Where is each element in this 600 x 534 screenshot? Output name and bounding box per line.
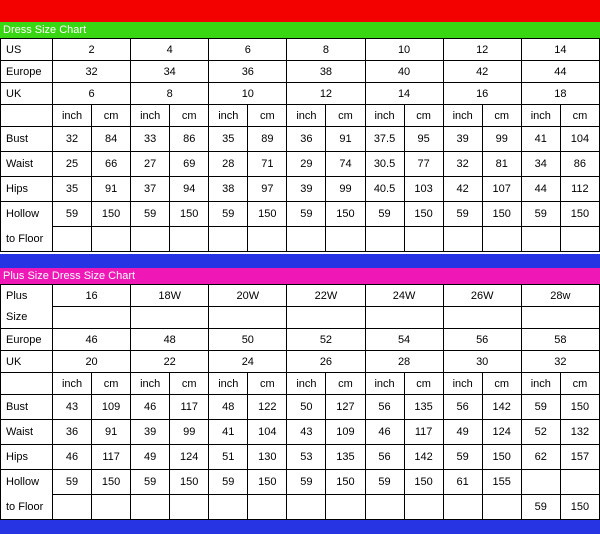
cell-plus-blank2-11 <box>482 495 521 520</box>
row-label-plus-units <box>1 373 53 395</box>
cell-plus-blank-0 <box>53 307 131 329</box>
cell-unit-2: inch <box>131 105 170 127</box>
cell-waist-8: 30.5 <box>365 152 404 177</box>
cell-blank-9 <box>404 227 443 252</box>
cell-waist-4: 28 <box>209 152 248 177</box>
cell-waist-1: 66 <box>92 152 131 177</box>
cell-plus-hips-10: 59 <box>443 445 482 470</box>
cell-plus-blank2-10 <box>443 495 482 520</box>
table-row-plus-uk <box>1 351 600 373</box>
cell-plus-bust-3: 117 <box>170 395 209 420</box>
row-label-size: Size <box>1 307 53 329</box>
cell-unit-8: inch <box>365 105 404 127</box>
cell-plus-waist-11: 124 <box>482 420 521 445</box>
cell-plus-uk-0: 20 <box>53 351 131 373</box>
cell-plus-hips-2: 49 <box>131 445 170 470</box>
cell-bust-0: 32 <box>53 127 92 152</box>
row-label-plus-to-floor: to Floor <box>1 495 53 520</box>
cell-plus-5: 26W <box>443 285 521 307</box>
table-row-plus-size-cont <box>1 307 600 329</box>
cell-plus-bust-11: 142 <box>482 395 521 420</box>
cell-plus-eu-5: 56 <box>443 329 521 351</box>
cell-plus-blank2-1 <box>92 495 131 520</box>
cell-hips-2: 37 <box>131 177 170 202</box>
cell-plus-blank-2 <box>209 307 287 329</box>
cell-hollow-2: 59 <box>131 202 170 227</box>
cell-plus-unit-7: cm <box>326 373 365 395</box>
row-label-to-floor: to Floor <box>1 227 53 252</box>
cell-plus-unit-4: inch <box>209 373 248 395</box>
cell-plus-bust-4: 48 <box>209 395 248 420</box>
table-row-units <box>1 105 600 127</box>
cell-uk-5: 16 <box>443 83 521 105</box>
row-label-hollow: Hollow <box>1 202 53 227</box>
cell-plus-eu-3: 52 <box>287 329 365 351</box>
cell-hips-6: 39 <box>287 177 326 202</box>
cell-unit-12: inch <box>521 105 560 127</box>
cell-plus-blank2-7 <box>326 495 365 520</box>
cell-hips-11: 107 <box>482 177 521 202</box>
cell-waist-7: 74 <box>326 152 365 177</box>
cell-plus-blank-3 <box>287 307 365 329</box>
cell-uk-2: 10 <box>209 83 287 105</box>
cell-blank-8 <box>365 227 404 252</box>
cell-waist-9: 77 <box>404 152 443 177</box>
cell-plus-eu-4: 54 <box>365 329 443 351</box>
cell-hips-3: 94 <box>170 177 209 202</box>
cell-plus-uk-1: 22 <box>131 351 209 373</box>
cell-blank-11 <box>482 227 521 252</box>
cell-bust-10: 39 <box>443 127 482 152</box>
cell-plus-uk-5: 30 <box>443 351 521 373</box>
cell-hollow-9: 150 <box>404 202 443 227</box>
cell-bust-3: 86 <box>170 127 209 152</box>
cell-plus-uk-6: 32 <box>521 351 599 373</box>
cell-plus-waist-5: 104 <box>248 420 287 445</box>
cell-blank-2 <box>131 227 170 252</box>
cell-plus-blank-5 <box>443 307 521 329</box>
cell-bust-2: 33 <box>131 127 170 152</box>
cell-bust-7: 91 <box>326 127 365 152</box>
cell-plus-unit-8: inch <box>365 373 404 395</box>
cell-waist-5: 71 <box>248 152 287 177</box>
cell-plus-blank-6 <box>521 307 599 329</box>
cell-plus-eu-2: 50 <box>209 329 287 351</box>
cell-plus-hollow-7: 150 <box>326 470 365 495</box>
dress-size-chart-table <box>0 38 600 252</box>
cell-plus-waist-7: 109 <box>326 420 365 445</box>
cell-eu-2: 36 <box>209 61 287 83</box>
cell-plus-bust-5: 122 <box>248 395 287 420</box>
cell-hips-13: 112 <box>560 177 599 202</box>
cell-hollow-1: 150 <box>92 202 131 227</box>
cell-plus-unit-11: cm <box>482 373 521 395</box>
row-label-plus-uk: UK <box>1 351 53 373</box>
cell-plus-hollow-6: 59 <box>287 470 326 495</box>
cell-waist-11: 81 <box>482 152 521 177</box>
cell-plus-hollow-10: 61 <box>443 470 482 495</box>
cell-plus-blank-4 <box>365 307 443 329</box>
table-row-plus-bust <box>1 395 600 420</box>
row-label-units <box>1 105 53 127</box>
cell-plus-waist-9: 117 <box>404 420 443 445</box>
cell-plus-hollow-2: 59 <box>131 470 170 495</box>
cell-unit-13: cm <box>560 105 599 127</box>
cell-unit-4: inch <box>209 105 248 127</box>
cell-hips-10: 42 <box>443 177 482 202</box>
table-row-plus-hollow-to-floor-cont <box>1 495 600 520</box>
row-label-plus-hollow: Hollow <box>1 470 53 495</box>
cell-eu-1: 34 <box>131 61 209 83</box>
cell-plus-waist-2: 39 <box>131 420 170 445</box>
table-row-plus-units <box>1 373 600 395</box>
cell-plus-unit-12: inch <box>521 373 560 395</box>
cell-plus-hips-4: 51 <box>209 445 248 470</box>
cell-waist-12: 34 <box>521 152 560 177</box>
cell-plus-bust-13: 150 <box>560 395 599 420</box>
cell-bust-1: 84 <box>92 127 131 152</box>
cell-plus-unit-0: inch <box>53 373 92 395</box>
cell-bust-8: 37.5 <box>365 127 404 152</box>
cell-us-3: 8 <box>287 39 365 61</box>
cell-unit-0: inch <box>53 105 92 127</box>
cell-plus-bust-10: 56 <box>443 395 482 420</box>
cell-plus-waist-0: 36 <box>53 420 92 445</box>
cell-blank-13 <box>560 227 599 252</box>
cell-plus-blank2-5 <box>248 495 287 520</box>
cell-hips-8: 40.5 <box>365 177 404 202</box>
cell-plus-unit-9: cm <box>404 373 443 395</box>
table-row-uk <box>1 83 600 105</box>
cell-plus-unit-1: cm <box>92 373 131 395</box>
cell-bust-13: 104 <box>560 127 599 152</box>
cell-unit-7: cm <box>326 105 365 127</box>
cell-plus-hips-12: 62 <box>521 445 560 470</box>
cell-plus-hips-3: 124 <box>170 445 209 470</box>
table-row-hips <box>1 177 600 202</box>
cell-blank-10 <box>443 227 482 252</box>
cell-blank-0 <box>53 227 92 252</box>
cell-plus-hollow-9: 150 <box>404 470 443 495</box>
cell-plus-2: 20W <box>209 285 287 307</box>
cell-hollow-5: 150 <box>248 202 287 227</box>
row-label-uk: UK <box>1 83 53 105</box>
cell-hollow-10: 59 <box>443 202 482 227</box>
cell-plus-uk-3: 26 <box>287 351 365 373</box>
cell-plus-hollow-last-cm: 150 <box>560 495 599 520</box>
cell-plus-hips-13: 157 <box>560 445 599 470</box>
cell-plus-waist-12: 52 <box>521 420 560 445</box>
cell-eu-5: 42 <box>443 61 521 83</box>
cell-plus-hips-6: 53 <box>287 445 326 470</box>
cell-plus-unit-6: inch <box>287 373 326 395</box>
cell-plus-unit-2: inch <box>131 373 170 395</box>
cell-blank-12 <box>521 227 560 252</box>
cell-bust-5: 89 <box>248 127 287 152</box>
table-row-plus-waist <box>1 420 600 445</box>
row-label-plus-europe: Europe <box>1 329 53 351</box>
cell-plus-blank2-4 <box>209 495 248 520</box>
cell-blank-5 <box>248 227 287 252</box>
table-row-hollow-to-floor <box>1 202 600 227</box>
bottom-blue-bar <box>0 520 600 534</box>
cell-us-6: 14 <box>521 39 599 61</box>
cell-hollow-7: 150 <box>326 202 365 227</box>
row-label-europe: Europe <box>1 61 53 83</box>
cell-plus-uk-4: 28 <box>365 351 443 373</box>
cell-waist-13: 86 <box>560 152 599 177</box>
cell-us-0: 2 <box>53 39 131 61</box>
cell-plus-4: 24W <box>365 285 443 307</box>
cell-plus-6: 28w <box>521 285 599 307</box>
cell-plus-hollow-11: 155 <box>482 470 521 495</box>
cell-eu-6: 44 <box>521 61 599 83</box>
cell-plus-hips-5: 130 <box>248 445 287 470</box>
cell-hollow-0: 59 <box>53 202 92 227</box>
cell-plus-bust-2: 46 <box>131 395 170 420</box>
cell-hollow-3: 150 <box>170 202 209 227</box>
cell-hollow-12: 59 <box>521 202 560 227</box>
cell-blank-7 <box>326 227 365 252</box>
cell-unit-3: cm <box>170 105 209 127</box>
cell-blank-6 <box>287 227 326 252</box>
cell-plus-1: 18W <box>131 285 209 307</box>
cell-hollow-8: 59 <box>365 202 404 227</box>
row-label-bust: Bust <box>1 127 53 152</box>
cell-plus-waist-4: 41 <box>209 420 248 445</box>
cell-plus-blank-1 <box>131 307 209 329</box>
cell-plus-uk-2: 24 <box>209 351 287 373</box>
cell-plus-bust-8: 56 <box>365 395 404 420</box>
cell-plus-hollow-8: 59 <box>365 470 404 495</box>
cell-plus-unit-5: cm <box>248 373 287 395</box>
cell-blank-3 <box>170 227 209 252</box>
table-row-plus-europe <box>1 329 600 351</box>
cell-unit-6: inch <box>287 105 326 127</box>
cell-unit-1: cm <box>92 105 131 127</box>
cell-hips-0: 35 <box>53 177 92 202</box>
table-row-waist <box>1 152 600 177</box>
row-label-hips: Hips <box>1 177 53 202</box>
cell-plus-waist-6: 43 <box>287 420 326 445</box>
middle-blue-bar <box>0 254 600 268</box>
cell-plus-blank2-0 <box>53 495 92 520</box>
cell-unit-10: inch <box>443 105 482 127</box>
cell-plus-hollow-13 <box>560 470 599 495</box>
cell-plus-hollow-12 <box>521 470 560 495</box>
table-row-bust <box>1 127 600 152</box>
cell-uk-1: 8 <box>131 83 209 105</box>
table-row-plus-size <box>1 285 600 307</box>
cell-uk-3: 12 <box>287 83 365 105</box>
row-label-plus-waist: Waist <box>1 420 53 445</box>
cell-plus-hollow-1: 150 <box>92 470 131 495</box>
cell-plus-hips-8: 56 <box>365 445 404 470</box>
cell-waist-6: 29 <box>287 152 326 177</box>
cell-uk-4: 14 <box>365 83 443 105</box>
cell-hollow-13: 150 <box>560 202 599 227</box>
cell-plus-bust-6: 50 <box>287 395 326 420</box>
cell-uk-0: 6 <box>53 83 131 105</box>
cell-unit-5: cm <box>248 105 287 127</box>
cell-plus-hollow-5: 150 <box>248 470 287 495</box>
cell-plus-hollow-0: 59 <box>53 470 92 495</box>
plus-size-dress-size-chart-table <box>0 284 600 520</box>
dress-size-chart-title: Dress Size Chart <box>0 22 600 38</box>
table-row-us <box>1 39 600 61</box>
cell-plus-hips-11: 150 <box>482 445 521 470</box>
cell-plus-waist-10: 49 <box>443 420 482 445</box>
cell-hips-4: 38 <box>209 177 248 202</box>
cell-us-5: 12 <box>443 39 521 61</box>
cell-plus-unit-3: cm <box>170 373 209 395</box>
cell-plus-blank2-3 <box>170 495 209 520</box>
cell-plus-hollow-4: 59 <box>209 470 248 495</box>
cell-plus-hollow-last-inch: 59 <box>521 495 560 520</box>
cell-us-2: 6 <box>209 39 287 61</box>
cell-hips-5: 97 <box>248 177 287 202</box>
cell-us-1: 4 <box>131 39 209 61</box>
top-red-bar <box>0 0 600 22</box>
cell-plus-3: 22W <box>287 285 365 307</box>
cell-plus-blank2-9 <box>404 495 443 520</box>
cell-bust-4: 35 <box>209 127 248 152</box>
cell-bust-11: 99 <box>482 127 521 152</box>
cell-blank-1 <box>92 227 131 252</box>
cell-eu-0: 32 <box>53 61 131 83</box>
cell-bust-12: 41 <box>521 127 560 152</box>
cell-plus-bust-12: 59 <box>521 395 560 420</box>
cell-plus-waist-3: 99 <box>170 420 209 445</box>
cell-uk-6: 18 <box>521 83 599 105</box>
cell-eu-3: 38 <box>287 61 365 83</box>
cell-plus-eu-0: 46 <box>53 329 131 351</box>
cell-plus-waist-13: 132 <box>560 420 599 445</box>
cell-plus-blank2-6 <box>287 495 326 520</box>
table-row-europe <box>1 61 600 83</box>
cell-hollow-4: 59 <box>209 202 248 227</box>
cell-plus-hollow-3: 150 <box>170 470 209 495</box>
row-label-waist: Waist <box>1 152 53 177</box>
cell-plus-blank2-2 <box>131 495 170 520</box>
cell-hips-1: 91 <box>92 177 131 202</box>
row-label-plus-hips: Hips <box>1 445 53 470</box>
cell-hollow-6: 59 <box>287 202 326 227</box>
cell-hips-7: 99 <box>326 177 365 202</box>
cell-eu-4: 40 <box>365 61 443 83</box>
row-label-plus: Plus <box>1 285 53 307</box>
row-label-us: US <box>1 39 53 61</box>
table-row-plus-hips <box>1 445 600 470</box>
cell-unit-11: cm <box>482 105 521 127</box>
cell-us-4: 10 <box>365 39 443 61</box>
cell-waist-3: 69 <box>170 152 209 177</box>
cell-unit-9: cm <box>404 105 443 127</box>
table-row-plus-hollow-to-floor <box>1 470 600 495</box>
cell-hollow-11: 150 <box>482 202 521 227</box>
cell-blank-4 <box>209 227 248 252</box>
row-label-plus-bust: Bust <box>1 395 53 420</box>
cell-plus-eu-1: 48 <box>131 329 209 351</box>
cell-waist-10: 32 <box>443 152 482 177</box>
cell-bust-9: 95 <box>404 127 443 152</box>
cell-plus-blank2-8 <box>365 495 404 520</box>
cell-plus-waist-1: 91 <box>92 420 131 445</box>
cell-plus-0: 16 <box>53 285 131 307</box>
cell-plus-bust-7: 127 <box>326 395 365 420</box>
cell-waist-0: 25 <box>53 152 92 177</box>
plus-size-dress-size-chart-title: Plus Size Dress Size Chart <box>0 268 600 284</box>
cell-hips-9: 103 <box>404 177 443 202</box>
cell-hips-12: 44 <box>521 177 560 202</box>
cell-waist-2: 27 <box>131 152 170 177</box>
cell-plus-eu-6: 58 <box>521 329 599 351</box>
cell-plus-hips-1: 117 <box>92 445 131 470</box>
cell-plus-hips-7: 135 <box>326 445 365 470</box>
table-row-hollow-to-floor-cont <box>1 227 600 252</box>
cell-plus-unit-13: cm <box>560 373 599 395</box>
cell-plus-hips-0: 46 <box>53 445 92 470</box>
cell-bust-6: 36 <box>287 127 326 152</box>
cell-plus-bust-1: 109 <box>92 395 131 420</box>
cell-plus-waist-8: 46 <box>365 420 404 445</box>
cell-plus-hips-9: 142 <box>404 445 443 470</box>
cell-plus-bust-0: 43 <box>53 395 92 420</box>
cell-plus-unit-10: inch <box>443 373 482 395</box>
cell-plus-bust-9: 135 <box>404 395 443 420</box>
